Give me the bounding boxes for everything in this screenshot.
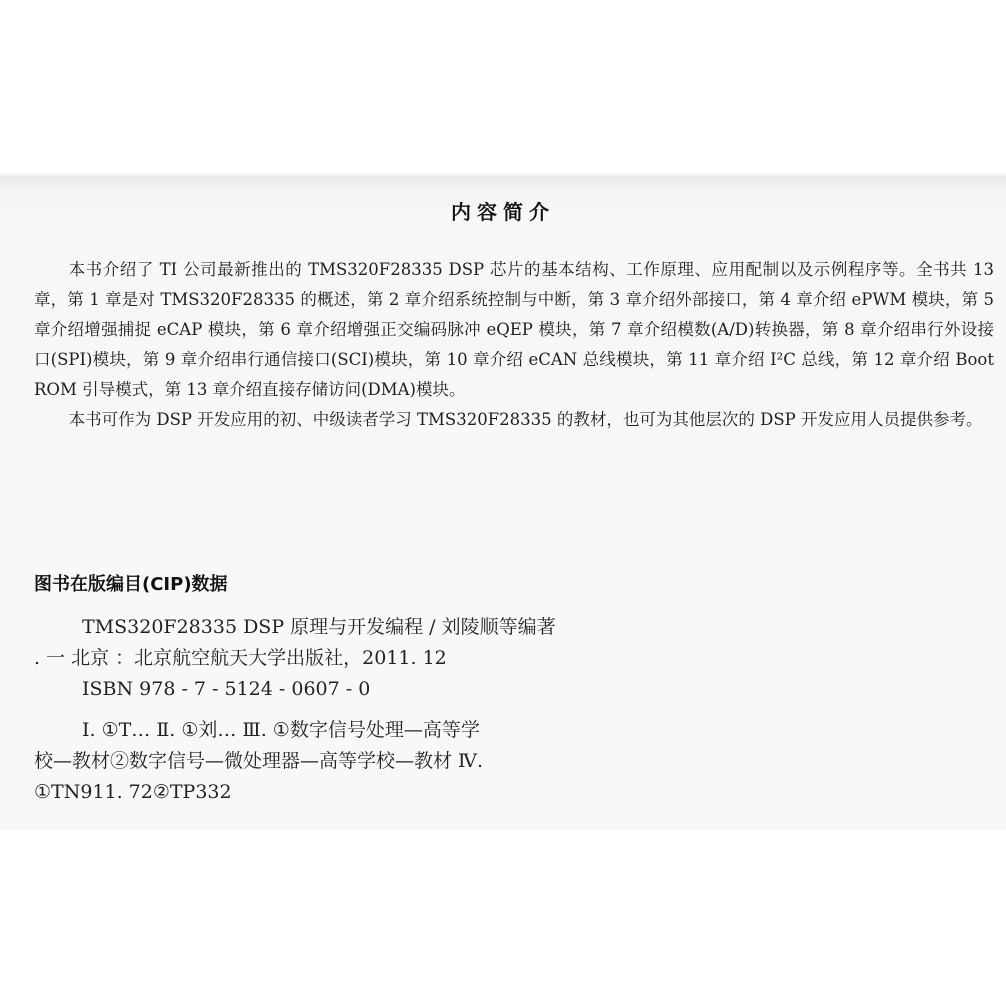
cip-data-block	[34, 570, 754, 808]
cip-heading: 图书在版编目(CIP)数据	[34, 574, 228, 595]
summary-paragraph-2: 本书可作为 DSP 开发应用的初、中级读者学习 TMS320F28335 的教材，也可为其他层次的 DSP 开发应用人员提供参考。	[68, 410, 983, 429]
summary-section	[34, 255, 994, 435]
cip-subject-line-1: Ⅰ. ①T… Ⅱ. ①刘… Ⅲ. ①数字信号处理—高等学	[82, 719, 480, 741]
cip-title-line: TMS320F28335 DSP 原理与开发编程 / 刘陵顺等编著	[82, 616, 556, 638]
cip-subject-line-2: 校—教材②数字信号—微处理器—高等学校—教材 Ⅳ.	[34, 750, 484, 772]
summary-paragraph-1: 本书介绍了 TI 公司最新推出的 TMS320F28335 DSP 芯片的基本结构、工作原理、应用配制以及示例程序等。全书共 13 章，第 1 章是对 TMS320F28335 的概述，第 2 章介绍系统控制与中断，第 3 章介绍外部接口，第 4 章介绍 ePWM 模块，第 5 章介绍增强捕捉 eCAP 模块，第 6 章介绍增强正交编码脉冲 eQEP 模块，第 7 章介绍模数(A/D)转换器，第 8 章介绍串行外设接口(SPI)模块，第 9 章介绍串行通信接口(SCI)模块，第 10 章介绍 eCAN 总线模块，第 11 章介绍 I²C 总线，第 12 章介绍 Boot ROM 引导模式，第 13 章介绍直接存储访问(DMA)模块。	[34, 260, 994, 399]
section-title: 内容简介	[451, 200, 555, 224]
cip-isbn-line: ISBN 978 - 7 - 5124 - 0607 - 0	[82, 678, 371, 700]
spacer	[34, 705, 754, 715]
cip-subject-line-3: ①TN911. 72②TP332	[34, 781, 232, 803]
cip-publisher-line: . 一 北京 ：北京航空航天大学出版社，2011. 12	[34, 647, 447, 669]
